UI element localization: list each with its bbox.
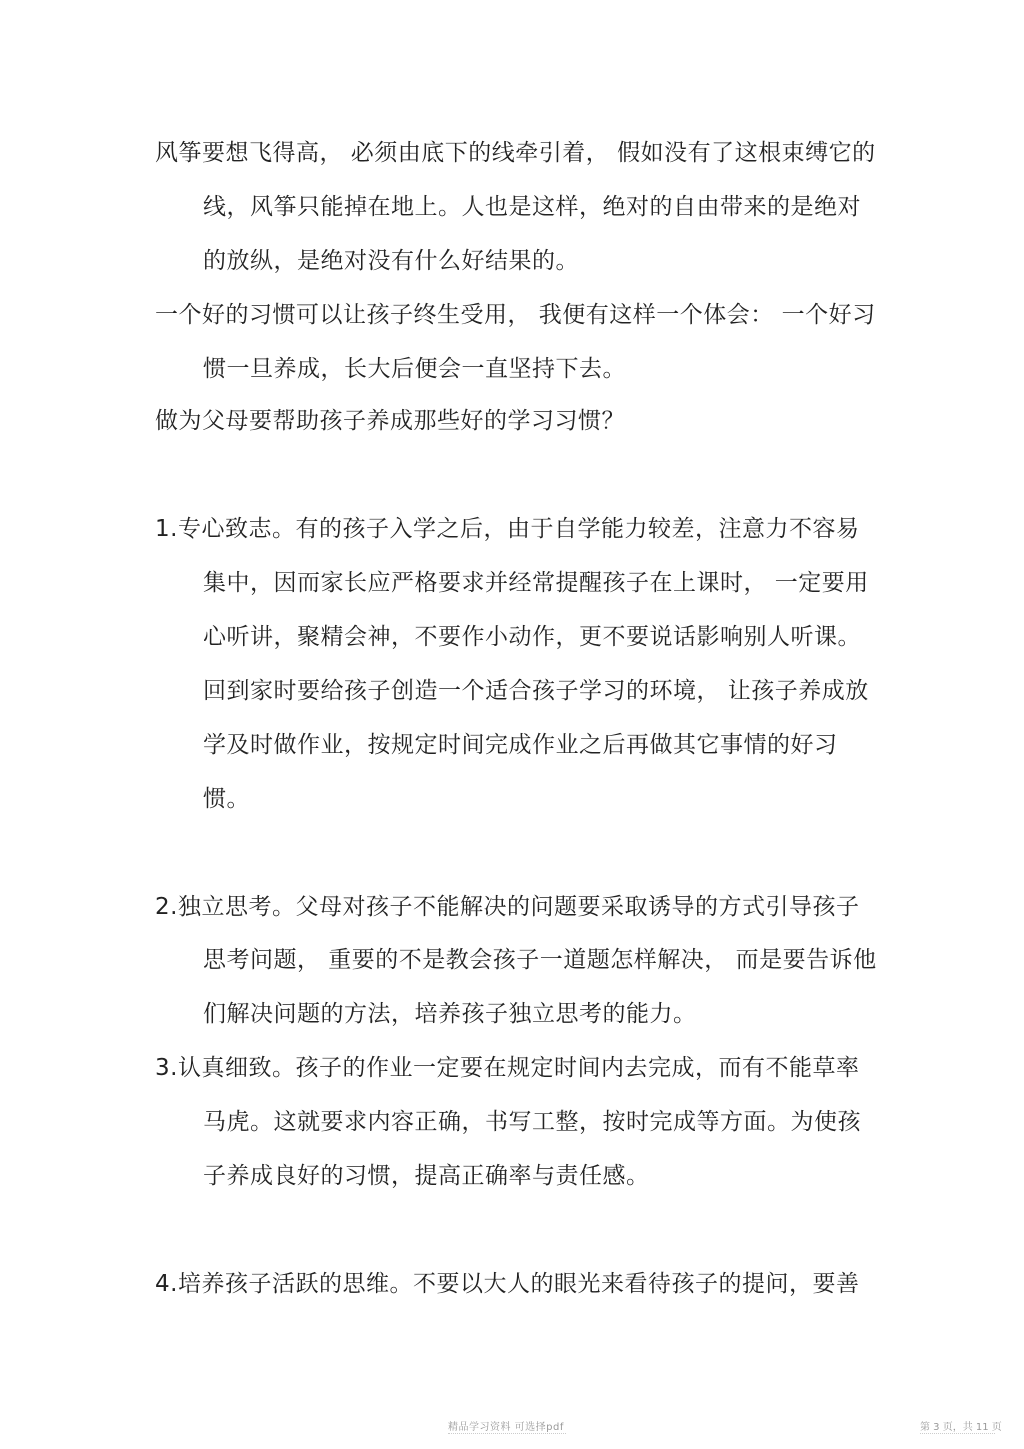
item-1-line-3: 心听讲，聚精会神，不要作小动作，更不要说话影响别人听课。 [203, 624, 861, 650]
paragraph-1-line-1: 风筝要想飞得高， 必须由底下的线牵引着， 假如没有了这根束缚它的 [155, 140, 876, 166]
paragraph-1-line-3: 的放纵，是绝对没有什么好结果的。 [203, 248, 579, 274]
footer-watermark-text: 精品学习资料 可选择pdf [448, 1422, 564, 1433]
item-1-line-1: 1.专心致志。有的孩子入学之后，由于自学能力较差，注意力不容易 [155, 516, 860, 542]
item-1-line-4: 回到家时要给孩子创造一个适合孩子学习的环境， 让孩子养成放 [203, 678, 869, 704]
item-3-line-3: 子养成良好的习惯，提高正确率与责任感。 [203, 1163, 650, 1189]
item-1-line-2: 集中，因而家长应严格要求并经常提醒孩子在上课时， 一定要用 [203, 570, 869, 596]
item-2-line-1: 2.独立思考。父母对孩子不能解决的问题要采取诱导的方式引导孩子 [155, 894, 860, 920]
paragraph-2-line-1: 一个好的习惯可以让孩子终生受用， 我便有这样一个体会： 一个好习 [155, 302, 876, 328]
page-number: 第 3 页，共 11 页 [920, 1422, 1002, 1433]
item-1-line-6: 惯。 [203, 786, 250, 812]
paragraph-3-line-1: 做为父母要帮助孩子养成那些好的学习习惯？ [155, 408, 625, 434]
item-3-line-2: 马虎。这就要求内容正确，书写工整，按时完成等方面。为使孩 [203, 1109, 861, 1135]
footer-right-divider [920, 1433, 995, 1434]
item-3-line-1: 3.认真细致。孩子的作业一定要在规定时间内去完成，而有不能草率 [155, 1055, 860, 1081]
paragraph-1-line-2: 线，风筝只能掉在地上。人也是这样，绝对的自由带来的是绝对 [203, 194, 861, 220]
item-1-line-5: 学及时做作业，按规定时间完成作业之后再做其它事情的好习 [203, 732, 838, 758]
item-2-line-2: 思考问题， 重要的不是教会孩子一道题怎样解决， 而是要告诉他 [203, 947, 877, 973]
paragraph-2-line-2: 惯一旦养成，长大后便会一直坚持下去。 [203, 356, 626, 382]
item-4-line-1: 4.培养孩子活跃的思维。不要以大人的眼光来看待孩子的提问，要善 [155, 1271, 860, 1297]
footer-left-divider [448, 1433, 566, 1434]
item-2-line-3: 们解决问题的方法，培养孩子独立思考的能力。 [203, 1001, 697, 1027]
